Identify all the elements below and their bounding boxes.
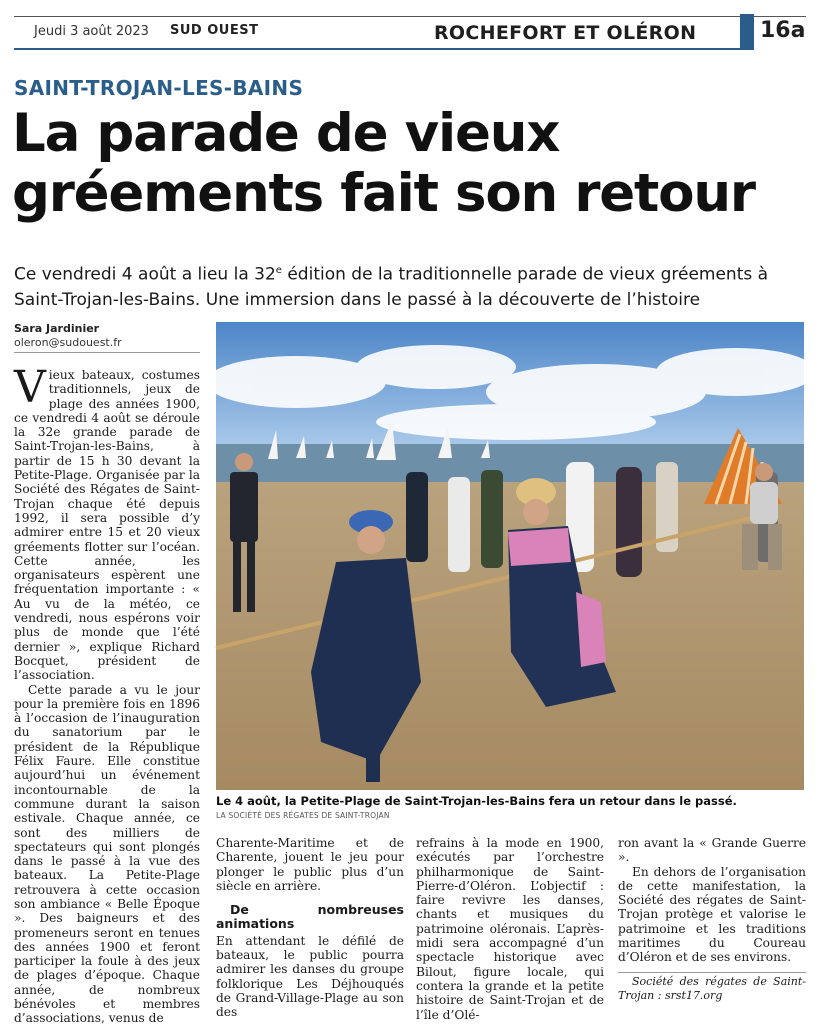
standfirst-superscript: e — [275, 265, 282, 276]
body-column-4 — [618, 836, 806, 1003]
author-email: oleron@sudouest.fr — [14, 336, 122, 349]
article-standfirst — [14, 258, 810, 313]
body-paragraph-3: Charente-Maritime et de Charente, jouent le jeu pour plonger le public plus d’un siècle en arrière. — [216, 836, 404, 893]
standfirst-part-1: Ce vendredi 4 août a lieu la 32 — [14, 264, 276, 285]
body-paragraph-7: En dehors de l’organisation de cette manifestation, la Société des régates de Saint-Trojan protège et valorise le patrimoine et les traditions maritimes du Coureau d’Oléron et de ses environs. — [618, 864, 806, 965]
body-column-3 — [416, 836, 604, 1022]
author-name: Sara Jardinier — [14, 322, 100, 335]
article-headline — [12, 104, 812, 224]
column-4-rule — [618, 972, 806, 973]
body-paragraph-1 — [14, 362, 200, 683]
photo-caption: Le 4 août, la Petite-Plage de Saint-Trojan-les-Bains fera un retour dans le passé. — [216, 794, 737, 808]
dropcap: V — [14, 362, 46, 413]
body-column-1 — [14, 362, 200, 1026]
body-paragraph-1-text: ieux bateaux, costumes traditionnels, jeux de plage des années 1900, ce vendredi 4 août se déroule la 32e grande parade de Saint-Trojan-les-Bains, à partir de 15 h 30 devant la Petite-Plage. Organisée par la Société des Régates de Saint-Trojan chaque été depuis 1992, il sera possible d’y admirer entre 15 et 20 vieux gréements flotter sur l’océan. Cette année, les organisateurs espèrent une fréquentation importante : « Au vu de la météo, ce vendredi, nous espérons voir plus de monde que l’été dernier », explique Richard Bocquet, président de l’association. — [14, 368, 200, 683]
standfirst-part-2: édition de la traditionnelle parade de vieux gréements à Saint-Trojan-les-Bains. Une immersion dans le passé à la découverte de l’histoire — [14, 264, 769, 310]
headline-line-2: gréements fait son retour — [12, 163, 755, 224]
header-brand: SUD OUEST — [170, 23, 259, 38]
article-photo — [216, 322, 804, 790]
body-paragraph-4: En attendant le défilé de bateaux, le public pourra admirer les danses du groupe folklorique Les Déjhouqués de Grand-Village-Plage au son des — [216, 933, 404, 1020]
body-column-2 — [216, 836, 404, 1020]
header-top-rule — [14, 16, 806, 17]
beach-parade-photo — [216, 322, 804, 790]
header-page-marker — [740, 14, 754, 50]
page-header — [14, 14, 806, 50]
header-section: ROCHEFORT ET OLÉRON — [434, 22, 697, 44]
body-paragraph-2: Cette parade a vu le jour pour la première fois en 1896 à l’occasion de l’inauguration du sanatorium par le président de la République Félix Faure. Elle constitue aujourd’hui un événement incontournable de la commune durant la saison estivale. Chaque année, ce sont des milliers de spectateurs qui sont plongés dans le passé à la vue des bateaux. La Petite-Plage retrouvera à cette occasion son ambiance « Belle Époque ». Des baigneurs et des promeneurs seront en tenues des années 1900 et feront participer la foule à des jeux de plages d’époque. Chaque année, de nombreux bénévoles et membres d’associations, venus de — [14, 682, 200, 1026]
body-paragraph-5: refrains à la mode en 1900, exécutés par l’orchestre philharmonique de Saint-Pierre-d’Oléron. L’objectif : faire revivre les danses, chants et musiques du patrimoine oléronais. L’après-midi sera accompagné d’un spectacle historique avec Bilout, figure locale, qui contera la grande et la petite histoire de Saint-Trojan et de l’île d’Olé- — [416, 836, 604, 1022]
body-paragraph-6: ron avant la « Grande Guerre ». — [618, 836, 806, 865]
header-date: Jeudi 3 août 2023 — [34, 24, 149, 39]
headline-line-1: La parade de vieux — [12, 103, 560, 164]
article-kicker: SAINT-TROJAN-LES-BAINS — [14, 76, 304, 100]
photo-credit: LA SOCIÉTÉ DES RÉGATES DE SAINT-TROJAN — [216, 811, 390, 820]
header-page-number: 16a — [760, 18, 806, 43]
author-rule — [14, 352, 200, 353]
body-subhead: De nombreuses animations — [216, 902, 404, 932]
header-bottom-rule — [14, 48, 754, 50]
website-credit: Société des régates de Saint-Trojan : srst17.org — [618, 974, 806, 1002]
